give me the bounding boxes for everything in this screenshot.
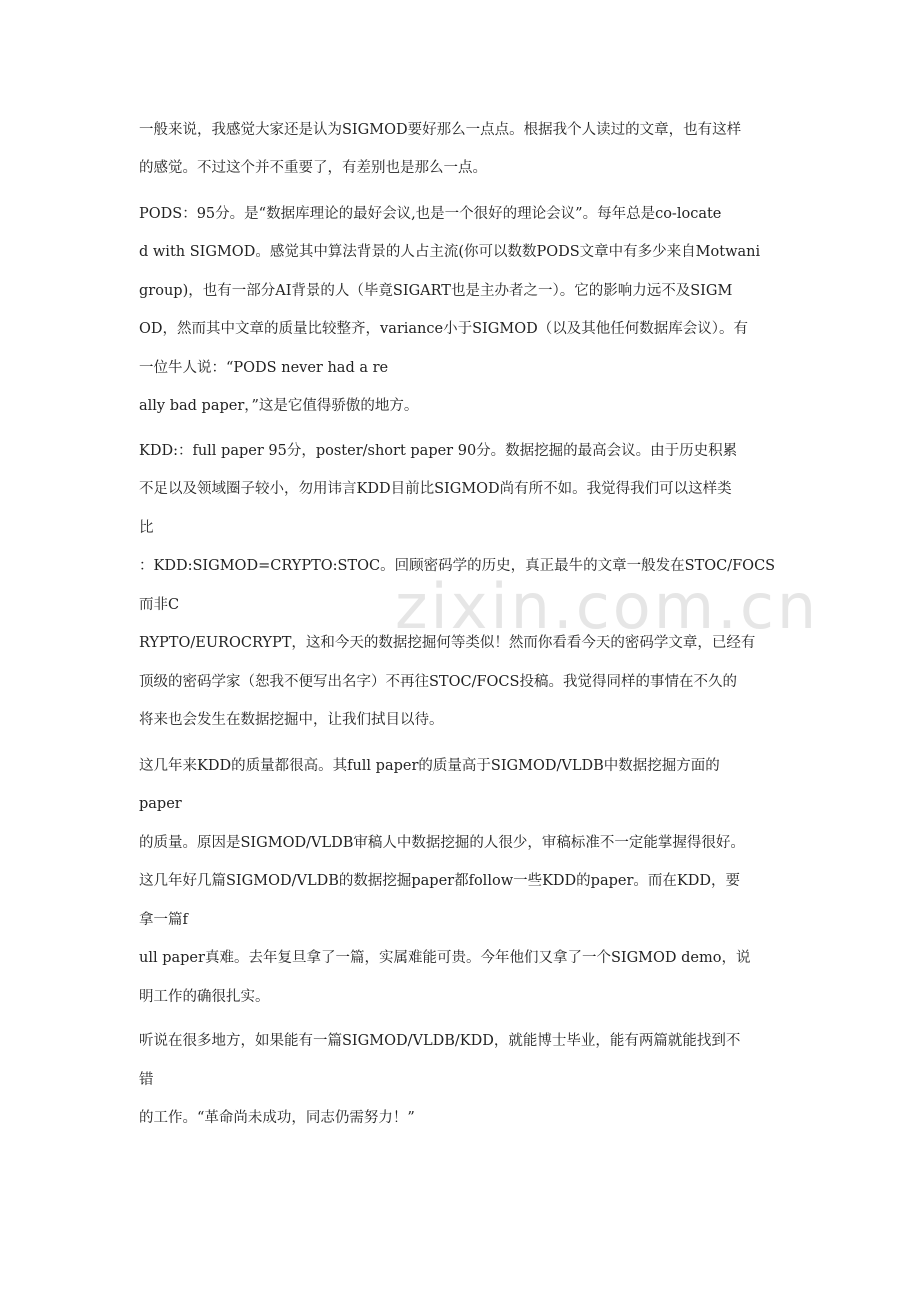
- text-line: 的质量。原因是SIGMOD/VLDB审稿人中数据挖掘的人很少，审稿标准不一定能掌握得很好。: [139, 835, 745, 851]
- text-line: 不足以及领域圈子较小，勿用讳言KDD目前比SIGMOD尚有所不如。我觉得我们可以这样类: [139, 481, 732, 497]
- text-line: 的工作。“革命尚未成功，同志仍需努力！”: [139, 1110, 415, 1126]
- text-line: 这几年好几篇SIGMOD/VLDB的数据挖掘paper都follow一些KDD的paper。而在KDD，要: [139, 873, 740, 889]
- text-line: d with SIGMOD。感觉其中算法背景的人占主流(你可以数数PODS文章中有多少来自Motwani: [139, 244, 761, 260]
- text-line: 拿一篇f: [139, 912, 188, 928]
- text-line: 一位牛人说：“PODS never had a re: [139, 360, 389, 376]
- text-line: paper: [139, 796, 182, 812]
- text-line: ：KDD:SIGMOD=CRYPTO:STOC。回顾密码学的历史，真正最牛的文章一般发在STOC/FOCS: [139, 558, 776, 574]
- text-line: RYPTO/EUROCRYPT，这和今天的数据挖掘何等类似！然而你看看今天的密码学文章，已经有: [139, 635, 756, 651]
- text-line: 一般来说，我感觉大家还是认为SIGMOD要好那么一点点。根据我个人读过的文章，也有这样: [139, 122, 742, 138]
- text-line: OD，然而其中文章的质量比较整齐，variance小于SIGMOD（以及其他任何数据库会议）。有: [139, 321, 748, 337]
- text-line: 错: [139, 1072, 154, 1088]
- watermark: zixin.com.cn: [395, 570, 820, 643]
- text-line: 明工作的确很扎实。: [139, 989, 270, 1005]
- text-line: 而非C: [139, 597, 180, 613]
- text-line: KDD:：full paper 95分，poster/short paper 90分。数据挖掘的最高会议。由于历史积累: [139, 443, 738, 459]
- text-line: PODS：95分。是“数据库理论的最好会议,也是一个很好的理论会议”。每年总是co-locate: [139, 206, 722, 222]
- text-line: ally bad paper，”这是它值得骄傲的地方。: [139, 398, 419, 414]
- text-line: 顶级的密码学家（恕我不便写出名字）不再往STOC/FOCS投稿。我觉得同样的事情在不久的: [139, 674, 737, 690]
- text-line: 听说在很多地方，如果能有一篇SIGMOD/VLDB/KDD，就能博士毕业，能有两篇就能找到不: [139, 1033, 741, 1049]
- text-line: 比: [139, 520, 154, 536]
- text-line: group)，也有一部分AI背景的人（毕竟SIGART也是主办者之一）。它的影响力远不及SIGM: [139, 283, 733, 299]
- text-line: 将来也会发生在数据挖掘中，让我们拭目以待。: [139, 712, 444, 728]
- text-line: 这几年来KDD的质量都很高。其full paper的质量高于SIGMOD/VLDB中数据挖掘方面的: [139, 758, 720, 774]
- text-line: ull paper真难。去年复旦拿了一篇，实属难能可贵。今年他们又拿了一个SIGMOD demo，说: [139, 950, 751, 966]
- text-line: 的感觉。不过这个并不重要了，有差别也是那么一点。: [139, 160, 487, 176]
